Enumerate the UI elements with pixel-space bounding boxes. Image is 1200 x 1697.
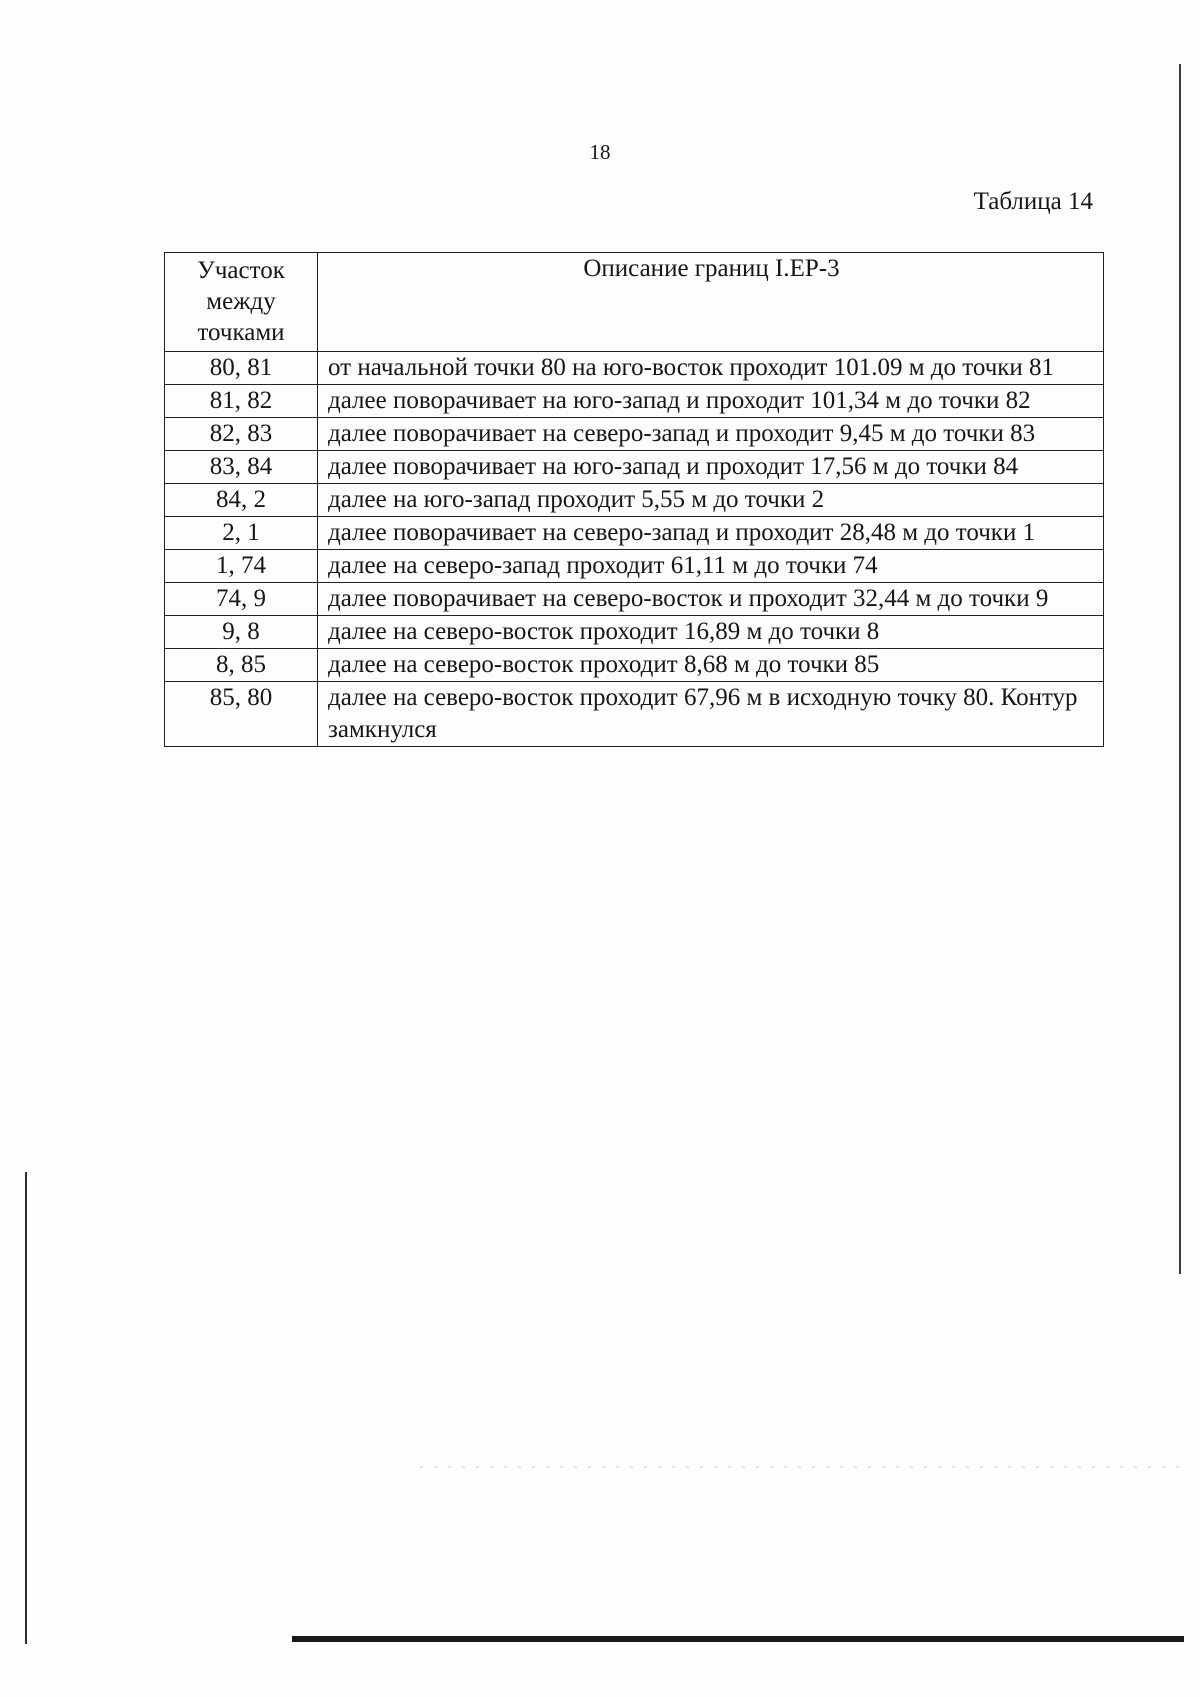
- header-segment-line: между: [206, 288, 276, 315]
- header-description: Описание границ I.ЕР-3: [318, 253, 1104, 352]
- description-cell: далее поворачивает на юго-запад и проходит 101,34 м до точки 82: [318, 385, 1104, 418]
- segment-cell: 82, 83: [165, 418, 318, 451]
- boundary-table: [164, 252, 1104, 747]
- segment-cell: 80, 81: [165, 352, 318, 385]
- segment-cell: 1, 74: [165, 550, 318, 583]
- scan-edge-bottom: [292, 1636, 1184, 1642]
- description-cell: далее поворачивает на северо-запад и проходит 28,48 м до точки 1: [318, 517, 1104, 550]
- header-segment: [165, 253, 318, 352]
- scan-edge-left: [25, 1172, 27, 1644]
- segment-cell: 9, 8: [165, 616, 318, 649]
- description-cell: далее на северо-восток проходит 8,68 м до точки 85: [318, 649, 1104, 682]
- description-cell: далее поворачивает на северо-восток и проходит 32,44 м до точки 9: [318, 583, 1104, 616]
- segment-cell: 2, 1: [165, 517, 318, 550]
- table-row: [165, 418, 1104, 451]
- description-cell: далее на юго-запад проходит 5,55 м до точки 2: [318, 484, 1104, 517]
- table-row: [165, 451, 1104, 484]
- segment-cell: 74, 9: [165, 583, 318, 616]
- table-row: [165, 385, 1104, 418]
- description-cell: далее поворачивает на юго-запад и проходит 17,56 м до точки 84: [318, 451, 1104, 484]
- table-row: [165, 352, 1104, 385]
- table-row: [165, 517, 1104, 550]
- scan-noise: [420, 1466, 1180, 1468]
- header-segment-line: Участок: [197, 257, 285, 284]
- table-row: [165, 682, 1104, 747]
- table-row: [165, 649, 1104, 682]
- table-caption: Таблица 14: [973, 188, 1093, 215]
- table-row: [165, 616, 1104, 649]
- segment-cell: 85, 80: [165, 682, 318, 747]
- description-cell: далее на северо-восток проходит 67,96 м в исходную точку 80. Контур замкнулся: [318, 682, 1104, 747]
- header-segment-line: точками: [197, 319, 285, 346]
- description-cell: далее на северо-восток проходит 16,89 м до точки 8: [318, 616, 1104, 649]
- description-cell: от начальной точки 80 на юго-восток проходит 101.09 м до точки 81: [318, 352, 1104, 385]
- description-cell: далее на северо-запад проходит 61,11 м до точки 74: [318, 550, 1104, 583]
- table-row: [165, 550, 1104, 583]
- segment-cell: 8, 85: [165, 649, 318, 682]
- table-row: [165, 484, 1104, 517]
- scan-edge-right: [1179, 64, 1181, 1274]
- table-body: [165, 352, 1104, 747]
- segment-cell: 81, 82: [165, 385, 318, 418]
- page-number: 18: [589, 140, 611, 164]
- segment-cell: 83, 84: [165, 451, 318, 484]
- segment-cell: 84, 2: [165, 484, 318, 517]
- description-cell: далее поворачивает на северо-запад и проходит 9,45 м до точки 83: [318, 418, 1104, 451]
- table-row: [165, 583, 1104, 616]
- table-header-row: [165, 253, 1104, 352]
